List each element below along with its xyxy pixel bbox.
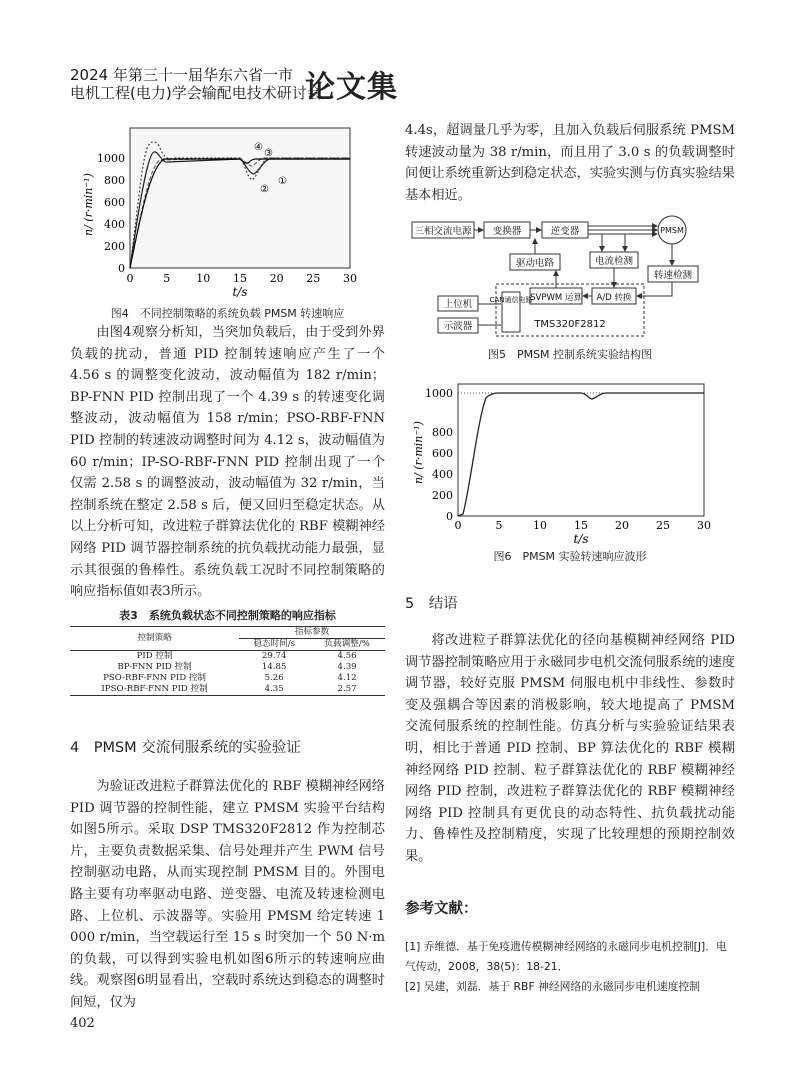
svg-text:600: 600: [432, 447, 453, 460]
svg-text:示波器: 示波器: [443, 321, 473, 332]
svg-text:5: 5: [495, 519, 503, 532]
svg-text:10: 10: [196, 272, 211, 285]
svg-text:PMSM: PMSM: [660, 226, 684, 235]
fig5-caption: 图5 PMSM 控制系统实验结构图: [487, 348, 653, 361]
section5-text: 将改进粒子群算法优化的径向基模糊神经网络 PID 调节器控制策略应用于永磁同步电机交流伺服系统的速度调节器，较好克服 PMSM 伺服电机中非线性、参数时变及强耦合等因素的消极影响，较大地提高了 PMSM 交流伺服系统的控制性能。仿真分析与实验验证结果表明，相比于普通 PID 控制、BP 算法优化的 RBF 模糊神经网络 PID 控制、粒子群算法优化的 RBF 模糊神经网络 PID 控制，改进粒子群算法优化的 RBF 模糊神经网络 PID 控制具有更优良的动态特性、抗负载扰动能力、鲁棒性及控制精度，实现了比较理想的预期控制效果。: [405, 633, 735, 864]
svg-text:转速检测: 转速检测: [653, 270, 693, 281]
fig4-ylabel: n/ (r·min⁻¹): [82, 173, 95, 236]
svg-text:CAN通信电路: CAN通信电路: [489, 296, 533, 304]
svg-text:30: 30: [343, 272, 357, 285]
table-row: BP-FNN PID 控制 14.85 4.39: [117, 662, 357, 672]
svg-text:变换器: 变换器: [492, 226, 522, 237]
svg-text:600: 600: [104, 196, 125, 209]
fig6-caption: 图6 PMSM 实验转速响应波形: [493, 550, 647, 563]
svg-text:②: ②: [260, 184, 269, 195]
svg-text:20: 20: [615, 519, 629, 532]
left-paragraph: [70, 322, 385, 603]
svg-text:200: 200: [104, 240, 125, 253]
figure-4: [78, 118, 378, 303]
table3-col1: 稳态时间/s: [253, 639, 295, 649]
svg-text:30: 30: [697, 519, 711, 532]
table-row: PID 控制 29.74 4.56: [136, 651, 357, 661]
reference-item: [1] 乔维德．基于免疫遗传模糊神经网络的永磁同步电机控制[J]．电气传动，2008，38(5)：18-21．: [405, 940, 727, 973]
svg-text:15: 15: [574, 519, 588, 532]
figure-6: [408, 378, 718, 548]
svg-text:SVPWM 运算: SVPWM 运算: [530, 293, 582, 303]
reference-item: [2] 吴建，刘磊．基于 RBF 神经网络的永磁同步电机速度控制: [405, 980, 701, 993]
svg-text:三相交流电源: 三相交流电源: [414, 226, 472, 237]
table-3: [70, 626, 385, 696]
svg-text:1000: 1000: [97, 152, 125, 165]
left-paragraph-text: 由图4观察分析知，当突加负载后，由于受到外界负载的扰动，普通 PID 控制转速响应产生了一个 4.56 s 的调整变化波动，波动幅值为 182 r/min；BP-FNN PID 控制出现了一个 4.39 s 的转速变化调整波动，波动幅值为 158 r/min；PSO-RBF-FNN PID 控制的转速波动调整时间为 4.12 s，波动幅值为 60 r/min；IP-SO-RBF-FNN PID 控制出现了一个仅需 2.58 s 的调整波动，波动幅值为 32 r/min，当控制系统在整定 2.58 s 后，便又回归至稳定状态。从以上分析可知，改进粒子群算法优化的 RBF 模糊神经网络 PID 调节器控制系统的抗负载扰动能力最强，显示其很强的鲁棒性。系统负载工况时不同控制策略的响应指标值如表3所示。: [70, 325, 385, 600]
section4-text: 为验证改进粒子群算法优化的 RBF 模糊神经网络 PID 调节器的控制性能，建立 PMSM 实验平台结构如图5所示。采取 DSP TMS320F2812 作为控制芯片，主要负责数据采集、信号处理并产生 PWM 信号控制驱动电路，从而实现控制 PMSM 目的。外围电路主要有功率驱动电路、逆变器、电流及转速检测电路、上位机、示波器等。实验用 PMSM 给定转速 1 000 r/min，当空载运行至 15 s 时突加一个 50 N·m 的负载，可以得到实验电机如图6所示的转速响应曲线。观察图6明显看出，空载时系统达到稳态的调整时间短，仅为: [70, 779, 385, 1010]
table3-header-group: 指标参数: [239, 627, 385, 639]
svg-text:20: 20: [269, 272, 284, 285]
table3-col2: 负载调整/%: [324, 639, 370, 649]
svg-text:0: 0: [454, 519, 462, 532]
fig4-xlabel: t/s: [232, 285, 248, 299]
fig6-plot-frame: [458, 384, 704, 516]
svg-text:25: 25: [656, 519, 670, 532]
fig6-y-ticks: [425, 387, 453, 523]
references-list: [405, 937, 735, 997]
table-row: IPSO-RBF-FNN PID 控制 4.35 2.57: [70, 684, 385, 696]
svg-text:10: 10: [533, 519, 547, 532]
fig4-plot-frame: [130, 128, 350, 268]
svg-text:25: 25: [306, 272, 321, 285]
svg-text:5: 5: [163, 272, 171, 285]
svg-text:400: 400: [432, 468, 453, 481]
svg-text:逆变器: 逆变器: [550, 226, 580, 237]
fig6-x-ticks: [455, 519, 712, 532]
fig4-y-ticks: [97, 152, 125, 275]
svg-text:④: ④: [254, 142, 263, 153]
header-title: 论文集: [305, 70, 398, 105]
svg-text:电流检测: 电流检测: [594, 256, 634, 267]
table3-caption: 表3 系统负载状态不同控制策略的响应指标: [119, 609, 336, 622]
section5-title: 5 结语: [405, 596, 458, 612]
svg-text:③: ③: [264, 148, 273, 159]
svg-text:驱动电路: 驱动电路: [515, 258, 555, 269]
table-row: PSO-RBF-FNN PID 控制 5.26 4.12: [103, 673, 357, 683]
svg-text:上位机: 上位机: [443, 299, 473, 310]
svg-text:800: 800: [104, 174, 125, 187]
fig6-ylabel: n/ (r·min⁻¹): [412, 421, 425, 484]
svg-text:1000: 1000: [425, 387, 453, 400]
svg-text:0: 0: [126, 272, 134, 285]
section5-body: [405, 630, 735, 868]
svg-text:①: ①: [278, 176, 287, 187]
fig6-xlabel: t/s: [573, 532, 589, 546]
svg-text:800: 800: [432, 426, 453, 439]
svg-text:200: 200: [432, 489, 453, 502]
svg-text:TMS320F2812: TMS320F2812: [534, 319, 606, 330]
svg-text:400: 400: [104, 218, 125, 231]
section4-title: 4 PMSM 交流伺服系统的实验验证: [70, 740, 301, 756]
svg-text:A/D 转换: A/D 转换: [596, 293, 632, 303]
right-top-text: 4.4s，超调量几乎为零，且加入负载后伺服系统 PMSM 转速波动量为 38 r/min，而且用了 3.0 s 的负载调整时间便让系统重新达到稳定状态，实验实测与仿真实验结果基本相近。: [405, 123, 735, 203]
section4-body: [70, 776, 385, 1014]
page-number: 402: [70, 1016, 95, 1031]
table3-col0: 控制策略: [137, 633, 172, 643]
references-title: 参考文献：: [405, 901, 478, 917]
svg-text:15: 15: [233, 272, 247, 285]
right-paragraph-top: [405, 120, 735, 206]
fig4-x-ticks: [127, 272, 358, 285]
svg-text:0: 0: [118, 262, 125, 275]
figure-5: [410, 212, 735, 340]
fig4-caption: 图4 不同控制策略的系统负载 PMSM 转速响应: [110, 307, 345, 320]
header-line2: 电机工程(电力)学会输配电技术研讨会: [70, 84, 322, 102]
header-line1: 2024 年第三十一届华东六省一市: [70, 66, 293, 84]
svg-text:0: 0: [446, 510, 453, 523]
